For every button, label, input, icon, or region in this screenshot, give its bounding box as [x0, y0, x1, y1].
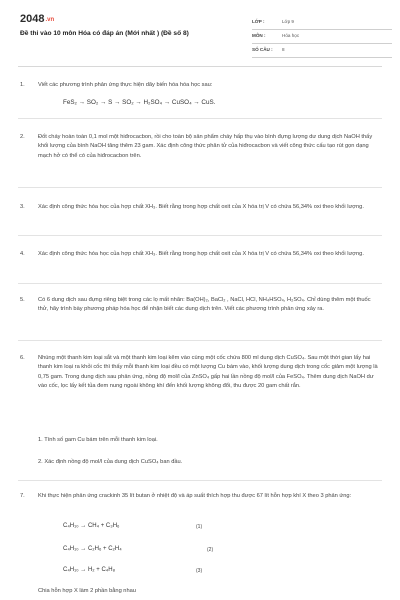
question-number: 3. — [20, 204, 25, 210]
question-number: 5. — [20, 297, 25, 303]
question-text: Có 6 dung dịch sau đựng riêng biệt trong các lọ mất nhãn: Ba(OH)₂, BaCl₂ , NaCl, HCl, NH₄HSO₄, H₂SO₄. Chỉ dùng thêm một thuốc thử, hãy trình bày phương pháp hóa học để nhận biết các dung dịch trên. Viết các phương trình phản ứng xảy ra. — [38, 297, 371, 313]
reaction-equation-3: C₄H₁₀ → H₂ + C₄H₈ — [63, 567, 116, 573]
question-7-continuation: Chia hỗn hợp X làm 2 phần bằng nhau — [38, 588, 136, 594]
reaction-label-2: (2) — [207, 547, 214, 553]
question-divider — [18, 235, 382, 236]
question-number: 7. — [20, 493, 25, 499]
question-divider — [18, 480, 382, 481]
document-header — [0, 0, 400, 62]
question-text: Xác định công thức hóa học của hợp chất XH₃. Biết rằng trong hợp chất oxit của X hóa trị V có chứa 56,34% oxi theo khối lượng. — [38, 204, 364, 210]
question-text: Xác định công thức hóa học của hợp chất XH₃. Biết rằng trong hợp chất oxit của X hóa trị V có chứa 56,34% oxi theo khối lượng. — [38, 251, 364, 257]
question-divider — [18, 187, 382, 188]
reaction-equation-1: C₄H₁₀ → CH₄ + C₃H₆ — [63, 523, 120, 529]
question-text: Nhúng một thanh kim loại sắt và một thanh kim loại kẽm vào cùng một cốc chứa 800 ml dung dịch CuSO₄. Sau một thời gian lấy hai thanh kim loại ra khỏi cốc thì thấy mỗi thanh kim loại đều có một lượng Cu bám vào, khối lượng dung dịch trong cốc giảm một lượng là 0,75 gam. Trong dung dịch sau phản ứng, nồng độ mol/l của ZnSO₄ gấp hai lần nồng độ mol/l của FeSO₄. Thêm dung dịch NaOH dư vào cốc, lọc lấy kết tủa đem nung ngoài không khí đến khối lượng không đổi, thu được 20 gam chất rắn. — [38, 355, 378, 389]
reaction-chain: FeS₂ → SO₂ → S → SO₂ → H₂SO₄ → CuSO₄ → CuS. — [63, 99, 216, 106]
question-divider — [18, 283, 382, 284]
question-text: Đốt cháy hoàn toàn 0,1 mol một hiđrocacbon, rồi cho toàn bộ sản phẩm cháy hấp thụ vào bình đựng lượng dư dung dịch NaOH thấy khối lượng của bình NaOH tăng thêm 23 gam. Xác định công thức phân tử của hiđrocacbon và viết công thức cấu tạo rút gọn dạng mạch hở có thể có của hiđrocacbon trên. — [38, 134, 373, 159]
question-divider — [18, 118, 382, 119]
question-number: 1. — [20, 82, 25, 88]
question-number: 4. — [20, 251, 25, 257]
meta-subject: MÔN : Hóa học — [252, 29, 392, 44]
meta-class: LỚP : Lớp 9 — [252, 15, 392, 30]
question-text: Khi thực hiện phản ứng crackinh 35 lít butan ở nhiệt độ và áp suất thích hợp thu được 67 lít hỗn hợp khí X theo 3 phản ứng: — [38, 493, 352, 499]
question-text: Viết các phương trình phản ứng thực hiện dãy biến hóa hóa học sau: — [38, 82, 213, 88]
question-number: 2. — [20, 134, 25, 140]
document-title: Đề thi vào 10 môn Hóa có đáp án (Mới nhất ) (Đề số 8) — [20, 30, 189, 37]
reaction-label-3: (3) — [196, 568, 203, 574]
sub-question-1: 1. Tính số gam Cu bám trên mỗi thanh kim loại. — [38, 437, 158, 443]
reaction-equation-2: C₄H₁₀ → C₂H₆ + C₂H₄ — [63, 546, 122, 552]
sub-question-2: 2. Xác định nồng độ mol/l của dung dịch CuSO₄ ban đầu. — [38, 459, 183, 465]
question-number: 6. — [20, 355, 25, 361]
meta-question-count: SỐ CÂU : 8 — [252, 43, 392, 58]
question-divider — [18, 340, 382, 341]
reaction-label-1: (1) — [196, 524, 203, 530]
header-divider — [18, 66, 382, 67]
site-logo[interactable]: 2048.vn — [20, 13, 55, 25]
